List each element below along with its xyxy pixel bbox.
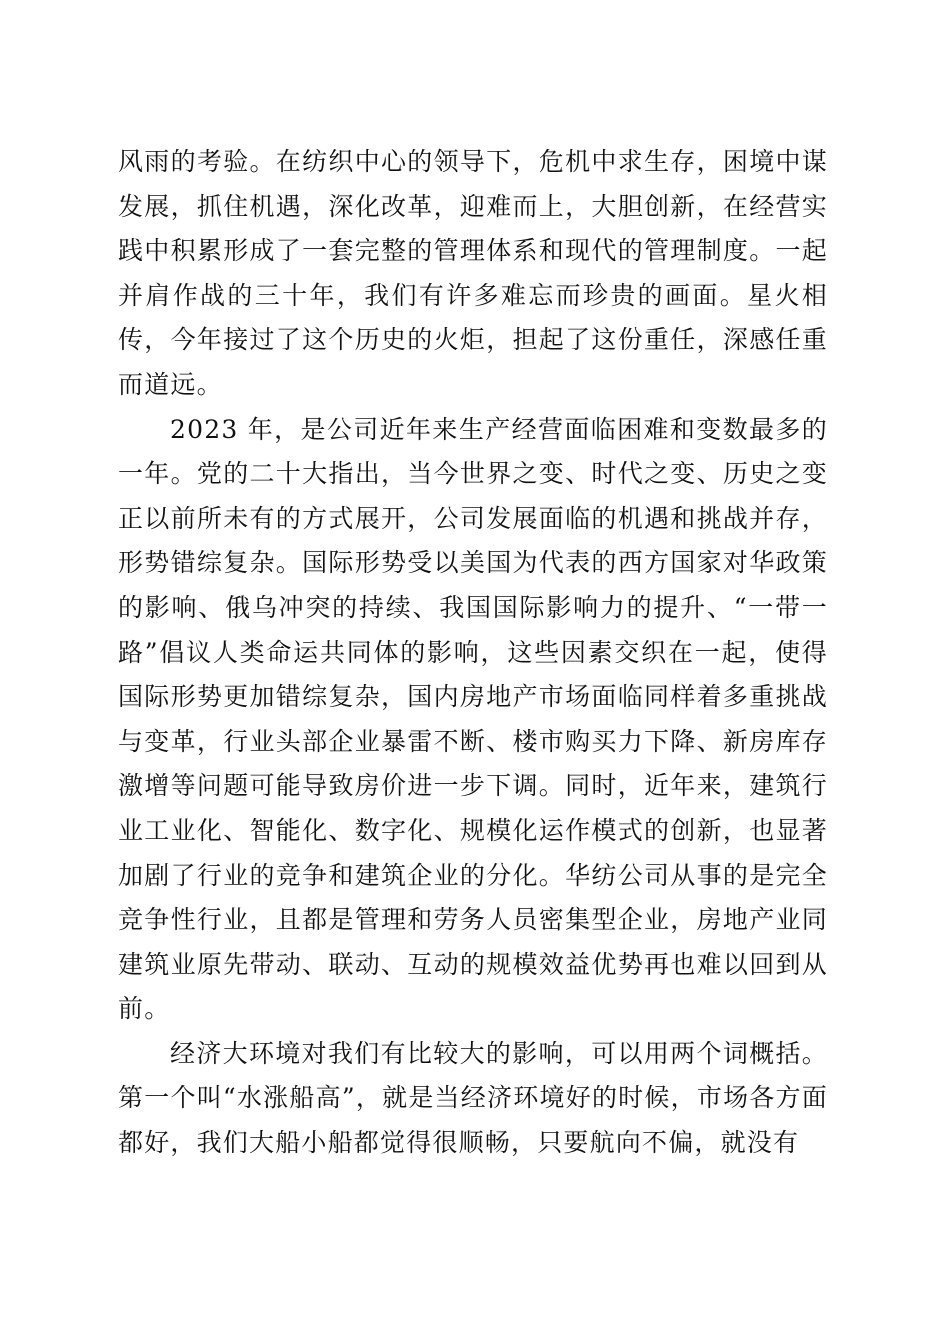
paragraph-2023-situation: 2023 年，是公司近年来生产经营面临困难和变数最多的一年。党的二十大指出，当今世界之变、时代之变、历史之变正以前所未有的方式展开，公司发展面临的机遇和挑战并存，形势错综复杂。国际形势受以美国为代表的西方国家对华政策的影响、俄乌冲突的持续、我国国际影响力的提升、“一带一路”倡议人类命运共同体的影响，这些因素交织在一起，使得国际形势更加错综复杂，国内房地产市场面临同样着多重挑战与变革，行业头部企业暴雷不断、楼市购买力下降、新房库存激增等问题可能导致房价进一步下调。同时，近年来，建筑行业工业化、智能化、数字化、规模化运作模式的创新，也显著加剧了行业的竞争和建筑企业的分化。华纺公司从事的是完全竞争性行业，且都是管理和劳务人员密集型企业，房地产业同建筑业原先带动、联动、互动的规模效益优势再也难以回到从前。 [118,414,828,1024]
document-body [118,140,828,1166]
paragraph-economic-environment: 经济大环境对我们有比较大的影响，可以用两个词概括。第一个叫“水涨船高”，就是当经济环境好的时候，市场各方面都好，我们大船小船都觉得很顺畅，只要航向不偏，就没有 [118,1038,828,1158]
paragraph-continuation: 风雨的考验。在纺织中心的领导下，危机中求生存，困境中谋发展，抓住机遇，深化改革，迎难而上，大胆创新，在经营实践中积累形成了一套完整的管理体系和现代的管理制度。一起并肩作战的三十年，我们有许多难忘而珍贵的画面。星火相传，今年接过了这个历史的火炬，担起了这份重任，深感任重而道远。 [118,147,828,399]
